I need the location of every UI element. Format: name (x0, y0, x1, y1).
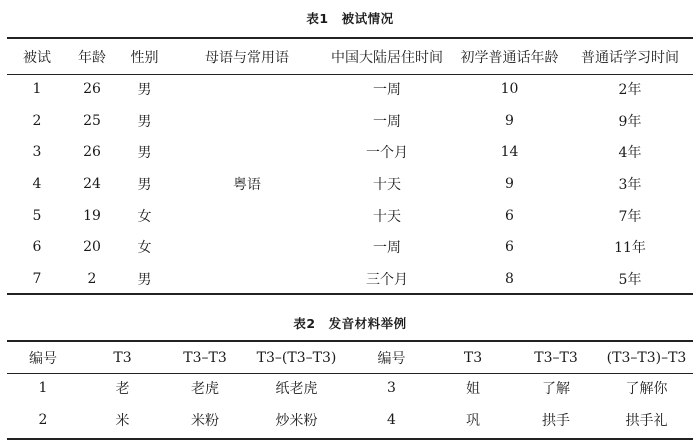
table-row (7, 263, 693, 295)
header-study-duration: 普通话学习时间 (581, 49, 679, 66)
table-row (7, 136, 693, 168)
table1-top-rule (7, 37, 693, 39)
di-syllable: 老虎 (191, 381, 219, 397)
age: 24 (83, 175, 101, 192)
start-age: 6 (505, 207, 514, 224)
study-duration: 3年 (618, 176, 642, 193)
mono-syllable: 姐 (466, 381, 480, 397)
mono-syllable: 老 (115, 381, 130, 397)
age: 25 (83, 112, 101, 129)
age: 2 (87, 270, 97, 287)
table1-header-row (7, 40, 693, 73)
header-start-age: 初学普通话年龄 (460, 49, 559, 66)
header-residence-time: 中国大陆居住时间 (331, 49, 443, 66)
residence-time: 一周 (373, 240, 401, 257)
header-id: 编号 (29, 351, 57, 367)
subject-id: 6 (32, 239, 42, 256)
tri-syllable: 纸老虎 (275, 381, 318, 397)
subject-id: 3 (32, 144, 42, 161)
di-syllable: 拱手 (542, 413, 570, 429)
age: 19 (83, 207, 101, 224)
native-language: 粤语 (233, 176, 261, 193)
table-row (7, 73, 693, 105)
table1-caption: 表1 被试情况 (306, 11, 394, 26)
study-duration: 9年 (618, 113, 642, 130)
start-age: 9 (505, 175, 514, 192)
residence-time: 三个月 (366, 271, 408, 288)
residence-time: 一周 (373, 81, 401, 98)
table2-caption: 表2 发音材料举例 (293, 316, 407, 331)
start-age: 6 (505, 239, 514, 256)
gender: 女 (137, 240, 152, 257)
residence-time: 十天 (373, 208, 401, 225)
tri-syllable: 炒米粉 (275, 413, 318, 429)
table2-header-row (7, 344, 693, 372)
table2-top-rule (7, 340, 693, 342)
residence-time: 一周 (373, 113, 401, 130)
header-t3t3-t3: (T3–T3)–T3 (606, 350, 687, 366)
table-row (7, 105, 693, 137)
gender: 男 (137, 145, 152, 162)
start-age: 8 (505, 270, 514, 287)
table1 (7, 40, 693, 295)
table-row (7, 404, 693, 436)
header-t3: T3 (113, 350, 132, 366)
item-id: 2 (38, 412, 48, 428)
table-row (7, 231, 693, 263)
gender: 男 (137, 176, 152, 193)
header-gender: 性别 (130, 49, 159, 66)
start-age: 9 (505, 112, 514, 129)
age: 20 (83, 239, 101, 256)
subject-id: 5 (32, 207, 42, 224)
header-age: 年龄 (78, 49, 106, 66)
study-duration: 2年 (618, 81, 642, 98)
study-duration: 5年 (618, 271, 642, 288)
gender: 男 (137, 81, 152, 98)
gender: 男 (137, 113, 152, 130)
tri-syllable: 了解你 (625, 381, 668, 397)
age: 26 (83, 80, 101, 97)
di-syllable: 了解 (542, 381, 570, 397)
study-duration: 4年 (618, 145, 642, 162)
item-id: 4 (387, 412, 396, 428)
start-age: 10 (500, 80, 519, 97)
gender: 男 (137, 271, 152, 288)
study-duration: 11年 (614, 240, 646, 257)
tri-syllable: 拱手礼 (625, 413, 668, 429)
subject-id: 2 (32, 112, 42, 129)
start-age: 14 (500, 144, 519, 161)
di-syllable: 米粉 (191, 413, 219, 429)
table-row (7, 200, 693, 232)
table-row (7, 168, 693, 200)
study-duration: 7年 (618, 208, 642, 225)
subject-id: 7 (32, 270, 42, 287)
mono-syllable: 巩 (466, 413, 480, 429)
header-subject: 被试 (23, 49, 51, 66)
table2 (7, 344, 693, 436)
gender: 女 (137, 208, 152, 225)
header-t3-t3-2: T3–T3 (534, 350, 578, 366)
item-id: 3 (387, 380, 396, 396)
table-row (7, 372, 693, 404)
header-t3-t3: T3–T3 (183, 350, 227, 366)
item-id: 1 (38, 380, 48, 396)
header-t3-t3t3: T3–(T3–T3) (256, 350, 337, 366)
table2-bottom-rule (7, 438, 693, 440)
header-id-2: 编号 (377, 351, 406, 367)
age: 26 (83, 144, 101, 161)
mono-syllable: 米 (115, 413, 130, 429)
residence-time: 一个月 (366, 145, 408, 162)
residence-time: 十天 (373, 176, 401, 193)
subject-id: 1 (32, 80, 42, 97)
header-native-language: 母语与常用语 (205, 49, 289, 66)
subject-id: 4 (32, 175, 42, 192)
header-t3-2: T3 (463, 350, 483, 366)
